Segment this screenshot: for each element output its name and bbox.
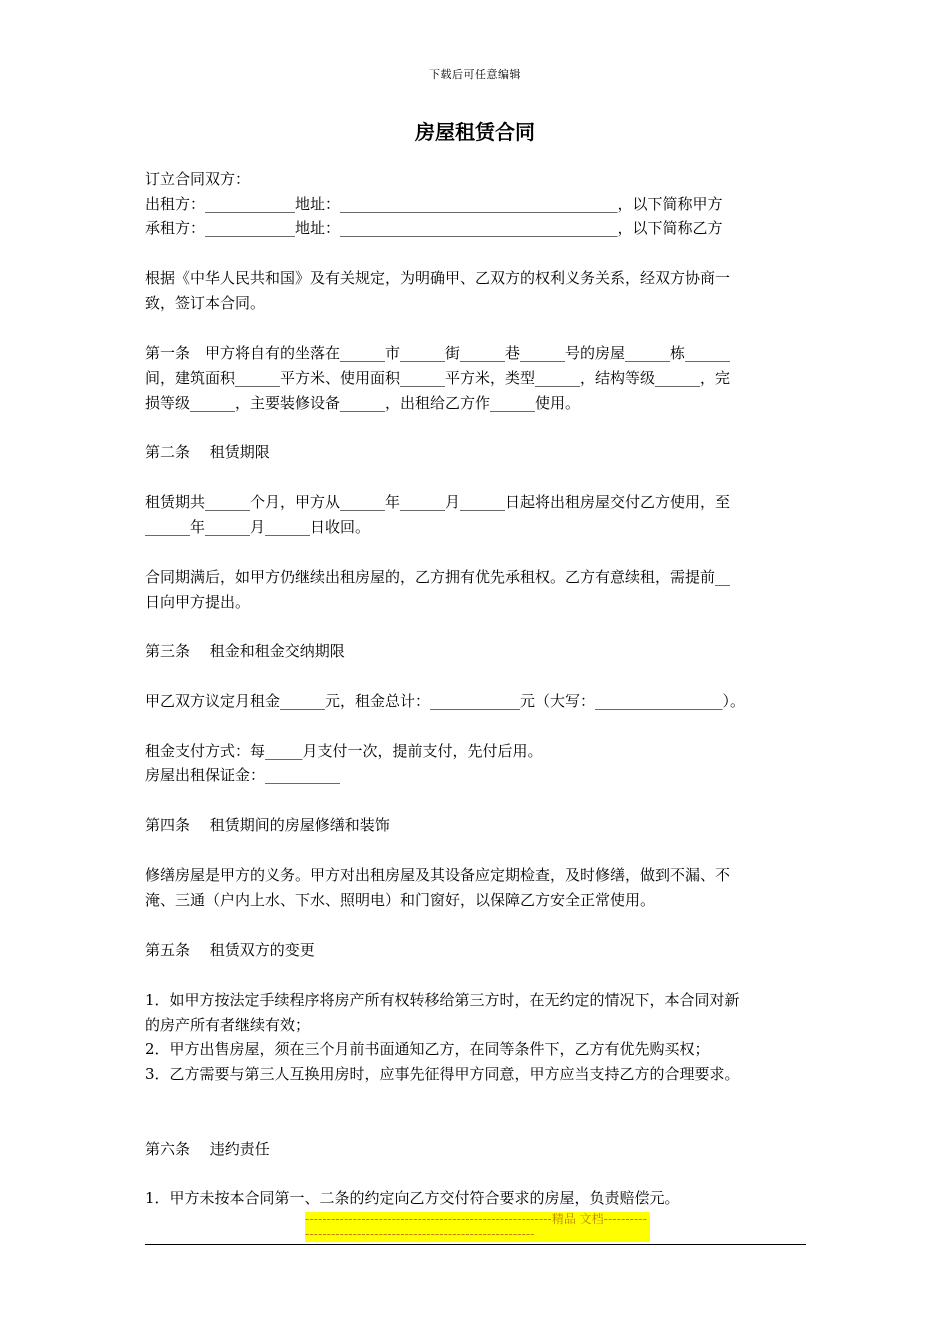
lessor-line: 出租方：____________地址：_____________________________________，以下简称甲方 [145, 195, 723, 213]
article-6-heading: 第六条 违约责任 [145, 1140, 270, 1158]
breach-item-1: 1．甲方未按本合同第一、二条的约定向乙方交付符合要求的房屋，负责赔偿元。 [145, 1189, 680, 1207]
article-1-line-3: 损等级______，主要装修设备______，出租给乙方作______使用。 [145, 394, 581, 412]
rent-amount-line: 甲乙双方议定月租金______元，租金总计：____________元（大写：_________________）。 [145, 692, 746, 710]
deposit-line: 房屋出租保证金：__________ [145, 766, 341, 784]
change-item-2: 2．甲方出售房屋，须在三个月前书面通知乙方，在同等条件下，乙方有优先购买权； [145, 1040, 710, 1058]
document-title: 房屋租赁合同 [415, 120, 535, 144]
article-4-heading: 第四条 租赁期间的房屋修缮和装饰 [145, 816, 390, 834]
article-1-line-1: 第一条 甲方将自有的坐落在______市______街______巷______号的房屋______栋______ [145, 344, 731, 362]
footer-divider [145, 1244, 806, 1245]
preamble-line-1: 根据《中华人民共和国》及有关规定，为明确甲、乙双方的权利义务关系，经双方协商一 [145, 269, 731, 287]
renewal-line-2: 日向甲方提出。 [145, 593, 251, 611]
lessee-line: 承租方：____________地址：_____________________________________，以下简称乙方 [145, 219, 723, 237]
change-item-3: 3．乙方需要与第三人互换用房时，应事先征得甲方同意，甲方应当支持乙方的合理要求。 [145, 1065, 740, 1083]
footer-watermark-stamp: ---------------------------------------------------------精品 文档--------------------------------------------------------------- [305, 1212, 650, 1242]
article-3-heading: 第三条 租金和租金交纳期限 [145, 642, 345, 660]
article-2-heading: 第二条 租赁期限 [145, 443, 270, 461]
preamble-line-2: 致，签订本合同。 [145, 294, 266, 312]
renewal-line-1: 合同期满后，如甲方仍继续出租房屋的，乙方拥有优先承租权。乙方有意续租，需提前__ [145, 568, 731, 586]
header-note: 下载后可任意编辑 [429, 68, 521, 81]
parties-heading: 订立合同双方： [145, 170, 251, 188]
change-item-1-line-2: 的房产所有者继续有效； [145, 1016, 311, 1034]
article-5-heading: 第五条 租赁双方的变更 [145, 941, 315, 959]
repair-line-1: 修缮房屋是甲方的义务。甲方对出租房屋及其设备应定期检查，及时修缮，做到不漏、不 [145, 866, 731, 884]
term-line-2: ______年______月______日收回。 [145, 518, 371, 536]
term-line-1: 租赁期共______个月，甲方从______年______月______日起将出租房屋交付乙方使用，至 [145, 493, 731, 511]
change-item-1-line-1: 1．如甲方按法定手续程序将房产所有权转移给第三方时，在无约定的情况下，本合同对新 [145, 991, 740, 1009]
article-1-line-2: 间，建筑面积______平方米、使用面积______平方米，类型______，结构等级______，完 [145, 369, 731, 387]
payment-method-line: 租金支付方式：每_____月支付一次，提前支付，先付后用。 [145, 742, 543, 760]
repair-line-2: 淹、三通（户内上水、下水、照明电）和门窗好，以保障乙方安全正常使用。 [145, 891, 656, 909]
